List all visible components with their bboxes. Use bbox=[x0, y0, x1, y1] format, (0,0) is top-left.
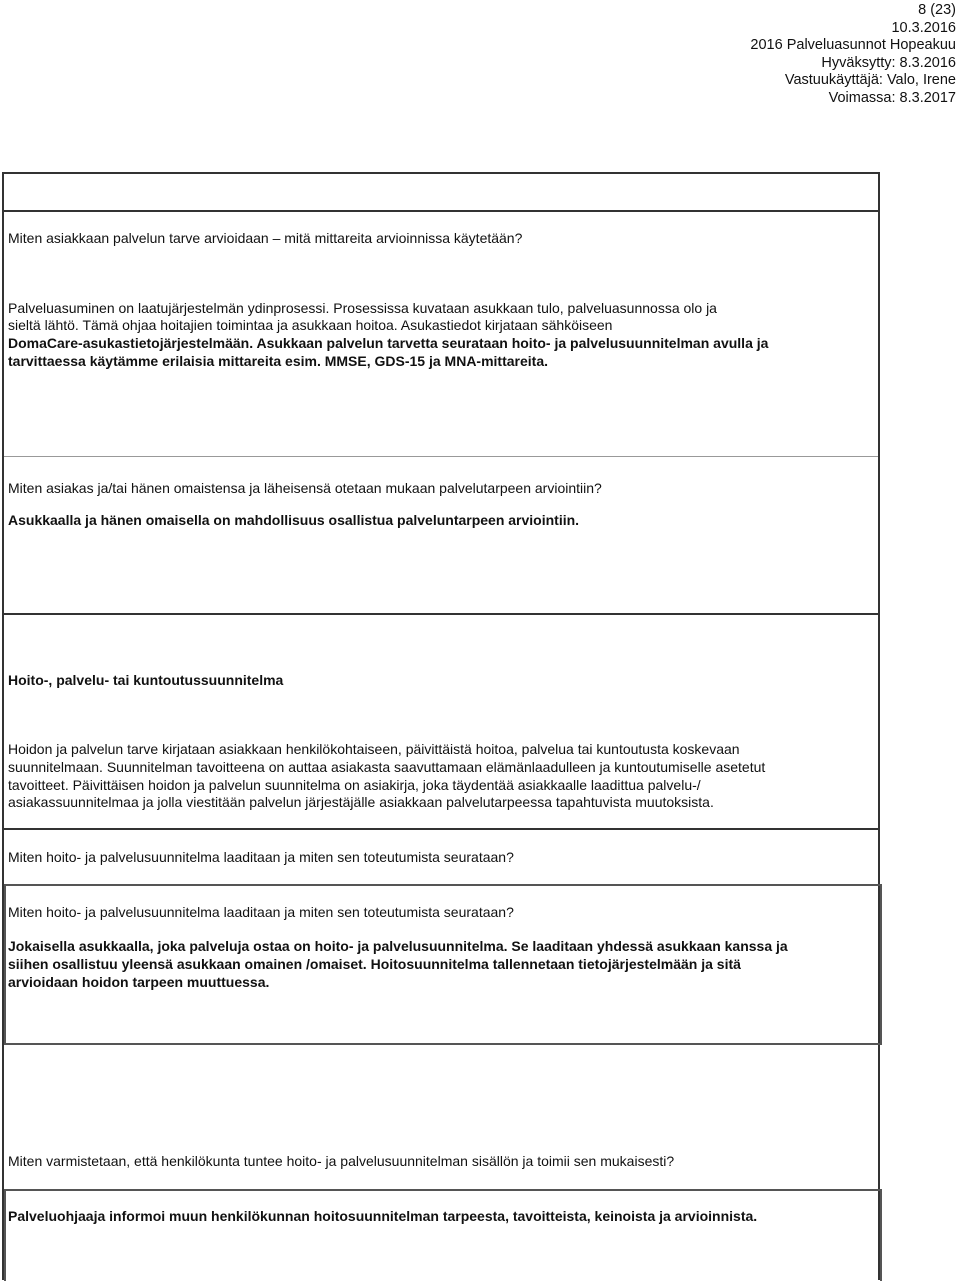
section5-question: Miten varmistetaan, että henkilökunta tuntee hoito- ja palvelusuunnitelman sisällön ja toimii sen mukaisesti? bbox=[8, 1153, 675, 1169]
section4-answer-line-3: arvioidaan hoidon tarpeen muuttuessa. bbox=[8, 974, 270, 990]
section4-question-repeat: Miten hoito- ja palvelusuunnitelma laaditaan ja miten sen toteutumista seurataan? bbox=[8, 904, 514, 920]
section3-body-line-4: asiakassuunnitelmaa ja jolla viestitään palvelun järjestäjälle asiakkaan palvelutarpeessa tapahtuvista muutoksista. bbox=[8, 794, 714, 810]
document-date: 10.3.2016 bbox=[891, 19, 956, 36]
section-divider bbox=[2, 613, 880, 615]
approved-date: Hyväksytty: 8.3.2016 bbox=[821, 54, 956, 71]
section5-answer: Palveluohjaaja informoi muun henkilökunnan hoitosuunnitelman tarpeesta, tavoitteista, keinoista ja arvioinnista. bbox=[8, 1208, 758, 1224]
section1-answer-line-4: tarvittaessa käytämme erilaisia mittareita esim. MMSE, GDS-15 ja MNA-mittareita. bbox=[8, 353, 548, 369]
responsible-user: Vastuukäyttäjä: Valo, Irene bbox=[784, 72, 956, 88]
section1-answer-underline bbox=[4, 456, 878, 457]
section1-answer-line-2: sieltä lähtö. Tämä ohjaa hoitajien toimintaa ja asukkaan hoitoa. Asukastiedot kirjataan sähköiseen bbox=[8, 317, 613, 333]
section3-heading: Hoito-, palvelu- tai kuntoutussuunnitelma bbox=[8, 672, 284, 688]
section3-right-border bbox=[878, 615, 880, 830]
section1-left-border bbox=[2, 212, 4, 615]
section2-answer: Asukkaalla ja hänen omaisella on mahdollisuus osallistua palveluntarpeen arviointiin. bbox=[8, 512, 580, 528]
section3-body-line-1: Hoidon ja palvelun tarve kirjataan asiakkaan henkilökohtaiseen, päivittäistä hoitoa, palvelua tai kuntoutusta koskevaan bbox=[8, 741, 740, 757]
section1-answer-line-3: DomaCare-asukastietojärjestelmään. Asukkaan palvelun tarvetta seurataan hoito- ja palvelusuunnitelman avulla ja bbox=[8, 335, 769, 351]
section1-question: Miten asiakkaan palvelun tarve arvioidaan – mitä mittareita arvioinnissa käytetään? bbox=[8, 230, 523, 246]
section4-answer-line-1: Jokaisella asukkaalla, joka palveluja ostaa on hoito- ja palvelusuunnitelma. Se laaditaan yhdessä asukkaan kanssa ja bbox=[8, 938, 788, 954]
page-number: 8 (23) bbox=[918, 2, 956, 18]
section3-body-line-2: suunnitelmaan. Suunnitelman tavoitteena on auttaa asiakasta saavuttamaan elämänlaadulleen ja kuntoutumiselle asetetut bbox=[8, 759, 766, 775]
section2-question: Miten asiakas ja/tai hänen omaistensa ja läheisensä otetaan mukaan palvelutarpeen arviointiin? bbox=[8, 480, 602, 496]
top-empty-box bbox=[2, 172, 880, 212]
section1-answer-line-1: Palveluasuminen on laatujärjestelmän ydinprosessi. Prosessissa kuvataan asukkaan tulo, palveluasunnossa olo ja bbox=[8, 300, 717, 316]
document-header bbox=[556, 2, 956, 107]
section3-bottom-border bbox=[2, 828, 880, 830]
section5-answer-box bbox=[4, 1189, 882, 1281]
section4-answer-line-2: siihen osallistuu yleensä asukkaan omainen /omaiset. Hoitosuunnitelma tallennetaan tietojärjestelmään ja sitä bbox=[8, 956, 741, 972]
valid-until: Voimassa: 8.3.2017 bbox=[828, 89, 956, 106]
section3-body-line-3: tavoitteet. Päivittäisen hoidon ja palvelun suunnitelma on asiakirja, joka täydentää asiakkaalle laadittua palvelu-/ bbox=[8, 777, 701, 793]
document-title: 2016 Palveluasunnot Hopeakuu bbox=[750, 37, 956, 53]
section3-left-border bbox=[2, 615, 4, 830]
section4-question: Miten hoito- ja palvelusuunnitelma laaditaan ja miten sen toteutumista seurataan? bbox=[8, 849, 514, 865]
section1-right-border bbox=[878, 212, 880, 615]
